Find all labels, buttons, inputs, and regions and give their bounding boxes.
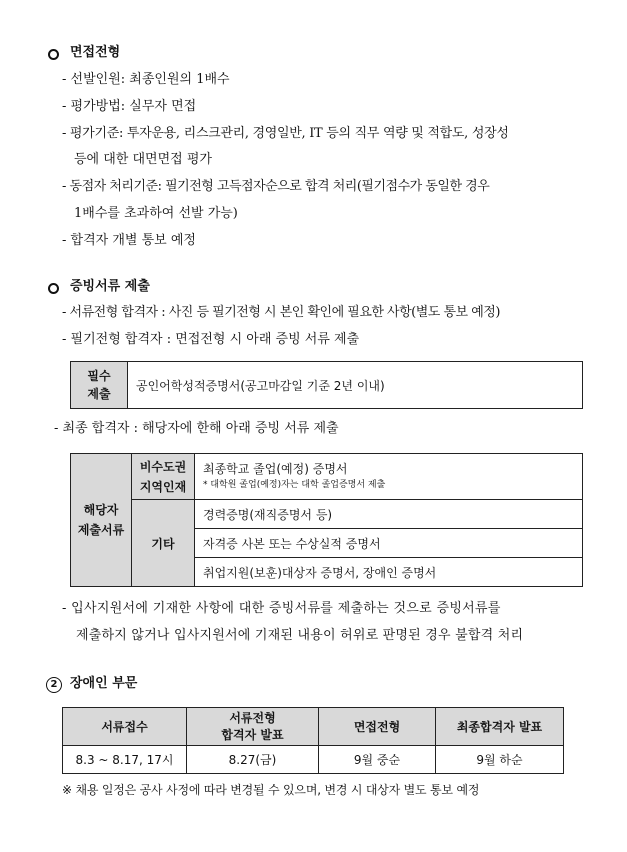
section-title: 면접전형 <box>70 45 121 60</box>
warning-text: 제출하지 않거나 입사지원서에 기재된 내용이 허위로 판명된 경우 불합격 처리 <box>76 628 524 643</box>
section-bullet-icon <box>48 283 59 294</box>
schedule-header: 서류접수 <box>63 708 187 746</box>
list-item: - 필기전형 합격자 : 면접전형 시 아래 증빙 서류 제출 <box>62 332 360 347</box>
list-item: 1배수를 초과하여 선발 가능) <box>74 206 238 221</box>
schedule-header: 서류전형 합격자 발표 <box>187 708 319 746</box>
list-item: - 평가방법: 실무자 면접 <box>62 99 197 114</box>
section-title: 증빙서류 제출 <box>70 279 150 294</box>
list-item: - 선발인원: 최종인원의 1배수 <box>62 72 230 87</box>
list-item: - 동점자 처리기준: 필기전형 고득점자순으로 합격 처리(필기점수가 동일한 경우 <box>62 179 490 194</box>
schedule-header: 면접전형 <box>319 708 436 746</box>
schedule-value: 9월 하순 <box>436 746 564 774</box>
section-number-icon: 2 <box>46 677 62 693</box>
group-header-region: 비수도권 지역인재 <box>132 454 195 500</box>
list-item: - 서류전형 합격자 : 사진 등 필기전형 시 본인 확인에 필요한 사항(별도 통보 예정) <box>62 305 500 320</box>
schedule-value: 8.3 ~ 8.17, 17시 <box>63 746 187 774</box>
list-item: - 평가기준: 투자운용, 리스크관리, 경영일반, IT 등의 직무 역량 및 적합도, 성장성 <box>62 126 509 141</box>
doc-item: 자격증 사본 또는 수상실적 증명서 <box>195 529 583 558</box>
group-header-other: 기타 <box>132 500 195 587</box>
section-bullet-icon <box>48 49 59 60</box>
schedule-value: 8.27(금) <box>187 746 319 774</box>
list-item: - 최종 합격자 : 해당자에 한해 아래 증빙 서류 제출 <box>54 421 339 436</box>
required-header: 필수 제출 <box>71 362 128 409</box>
docs-row-header: 해당자 제출서류 <box>71 454 132 587</box>
final-docs-table <box>70 453 583 587</box>
list-item: 등에 대한 대면면접 평가 <box>74 152 212 167</box>
doc-item: 경력증명(재직증명서 등) <box>195 500 583 529</box>
schedule-value: 9월 중순 <box>319 746 436 774</box>
section-title: 장애인 부문 <box>70 676 138 691</box>
schedule-note: ※ 채용 일정은 공사 사정에 따라 변경될 수 있으며, 변경 시 대상자 별도 통보 예정 <box>62 783 480 797</box>
schedule-table <box>62 707 564 774</box>
schedule-header: 최종합격자 발표 <box>436 708 564 746</box>
doc-item: 최종학교 졸업(예정) 증명서 * 대학원 졸업(예정)자는 대학 졸업증명서 제출 <box>195 454 583 500</box>
list-item: - 합격자 개별 통보 예정 <box>62 233 196 248</box>
doc-item: 취업지원(보훈)대상자 증명서, 장애인 증명서 <box>195 558 583 587</box>
warning-text: - 입사지원서에 기재한 사항에 대한 증빙서류를 제출하는 것으로 증빙서류를 <box>62 601 501 616</box>
required-content: 공인어학성적증명서(공고마감일 기준 2년 이내) <box>128 362 583 409</box>
required-docs-table <box>70 361 583 409</box>
